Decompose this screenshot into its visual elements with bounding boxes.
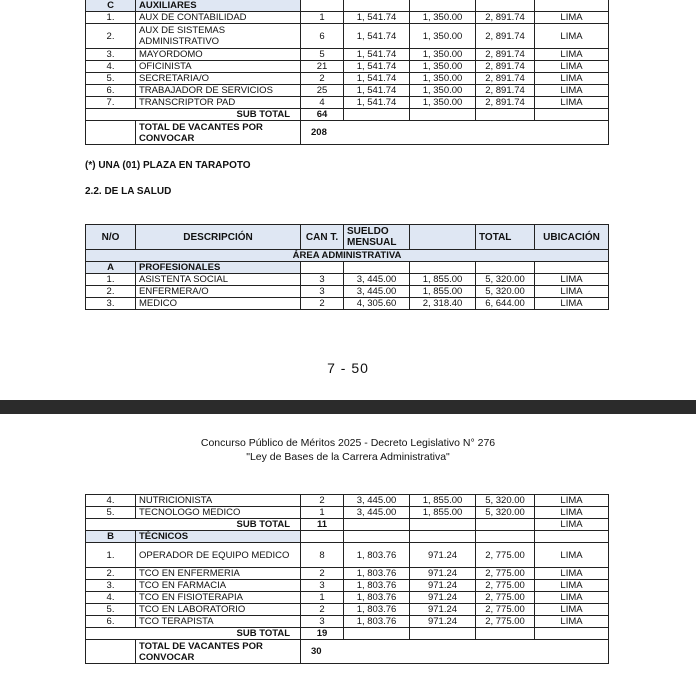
row-salary: 1, 541.74 — [344, 73, 410, 85]
row-quantity: 2 — [301, 495, 344, 507]
row-salary: 3, 445.00 — [344, 507, 410, 519]
row-extra: 1, 350.00 — [410, 24, 476, 49]
subtotal-location — [535, 628, 609, 640]
row-extra: 971.24 — [410, 568, 476, 580]
group-letter: A — [86, 262, 136, 274]
row-extra: 2, 318.40 — [410, 298, 476, 310]
vacancies-table-auxiliares — [85, 0, 609, 145]
row-quantity: 8 — [301, 543, 344, 568]
row-salary: 1, 803.76 — [344, 568, 410, 580]
row-location: LIMA — [535, 592, 609, 604]
vacancies-table-salud — [85, 224, 609, 310]
row-total: 2, 891.74 — [476, 97, 535, 109]
row-number: 3. — [86, 298, 136, 310]
subtotal-location — [535, 109, 609, 121]
page-number: 7 - 50 — [327, 360, 369, 376]
row-quantity: 4 — [301, 97, 344, 109]
table-row — [86, 49, 609, 61]
footnote: (*) UNA (01) PLAZA EN TARAPOTO — [85, 160, 251, 171]
row-number: 1. — [86, 12, 136, 24]
row-extra: 1, 855.00 — [410, 507, 476, 519]
table-row — [86, 568, 609, 580]
row-location: LIMA — [535, 97, 609, 109]
header-number: N/O — [86, 225, 136, 250]
row-description: AUX DE SISTEMAS ADMINISTRATIVO — [136, 24, 301, 49]
row-extra: 971.24 — [410, 616, 476, 628]
row-salary: 1, 541.74 — [344, 85, 410, 97]
total-value: 30 — [301, 640, 609, 664]
row-description: TCO EN ENFERMERIA — [136, 568, 301, 580]
total-label: TOTAL DE VACANTES POR CONVOCAR — [136, 121, 301, 145]
table-row — [86, 543, 609, 568]
table-row — [86, 286, 609, 298]
row-description: MEDICO — [136, 298, 301, 310]
subtotal-label: SUB TOTAL — [86, 519, 301, 531]
vacancies-table-salud-continued — [85, 494, 609, 664]
header-location: UBICACIÓN — [535, 225, 609, 250]
row-salary: 1, 541.74 — [344, 61, 410, 73]
header-extra — [410, 225, 476, 250]
row-salary: 1, 803.76 — [344, 543, 410, 568]
row-quantity: 2 — [301, 73, 344, 85]
header-description: DESCRIPCIÓN — [136, 225, 301, 250]
subtotal-value: 11 — [301, 519, 344, 531]
group-row — [86, 0, 609, 12]
total-label: TOTAL DE VACANTES POR CONVOCAR — [136, 640, 301, 664]
row-number: 5. — [86, 73, 136, 85]
row-number: 3. — [86, 580, 136, 592]
row-total: 5, 320.00 — [476, 507, 535, 519]
table-row — [86, 61, 609, 73]
row-extra: 1, 350.00 — [410, 85, 476, 97]
row-number: 4. — [86, 61, 136, 73]
row-number: 6. — [86, 616, 136, 628]
subtotal-label: SUB TOTAL — [86, 109, 301, 121]
table-row — [86, 24, 609, 49]
row-description: SECRETARIA/O — [136, 73, 301, 85]
row-location: LIMA — [535, 568, 609, 580]
row-number: 6. — [86, 85, 136, 97]
row-description: ENFERMERA/O — [136, 286, 301, 298]
row-number: 3. — [86, 49, 136, 61]
row-salary: 3, 445.00 — [344, 286, 410, 298]
row-quantity: 2 — [301, 298, 344, 310]
row-quantity: 1 — [301, 507, 344, 519]
row-location: LIMA — [535, 507, 609, 519]
row-number: 2. — [86, 24, 136, 49]
row-total: 2, 775.00 — [476, 580, 535, 592]
row-number: 5. — [86, 507, 136, 519]
row-description: TCO EN FISIOTERAPIA — [136, 592, 301, 604]
row-total: 2, 891.74 — [476, 12, 535, 24]
row-total: 2, 775.00 — [476, 616, 535, 628]
area-row — [86, 250, 609, 262]
row-location: LIMA — [535, 274, 609, 286]
total-row — [86, 640, 609, 664]
row-salary: 1, 803.76 — [344, 592, 410, 604]
row-salary: 3, 445.00 — [344, 274, 410, 286]
subtotal-location: LIMA — [535, 519, 609, 531]
row-description: TCO TERAPISTA — [136, 616, 301, 628]
row-quantity: 5 — [301, 49, 344, 61]
header-salary: SUELDO MENSUAL — [344, 225, 410, 250]
row-extra: 1, 855.00 — [410, 286, 476, 298]
group-label: TÉCNICOS — [136, 531, 301, 543]
row-extra: 1, 350.00 — [410, 97, 476, 109]
row-location: LIMA — [535, 85, 609, 97]
row-extra: 1, 350.00 — [410, 73, 476, 85]
table-row — [86, 274, 609, 286]
row-number: 4. — [86, 592, 136, 604]
row-location: LIMA — [535, 495, 609, 507]
table-row — [86, 298, 609, 310]
group-row — [86, 531, 609, 543]
row-total: 2, 891.74 — [476, 73, 535, 85]
row-extra: 971.24 — [410, 580, 476, 592]
row-quantity: 21 — [301, 61, 344, 73]
table-row — [86, 507, 609, 519]
row-description: OFICINISTA — [136, 61, 301, 73]
row-extra: 1, 855.00 — [410, 274, 476, 286]
group-letter: C — [86, 0, 136, 12]
row-quantity: 6 — [301, 24, 344, 49]
row-salary: 1, 541.74 — [344, 24, 410, 49]
row-location: LIMA — [535, 49, 609, 61]
row-total: 5, 320.00 — [476, 495, 535, 507]
row-salary: 1, 803.76 — [344, 604, 410, 616]
table-row — [86, 580, 609, 592]
row-extra: 971.24 — [410, 604, 476, 616]
subtotal-row — [86, 519, 609, 531]
group-label: PROFESIONALES — [136, 262, 301, 274]
row-location: LIMA — [535, 604, 609, 616]
row-description: TCO EN FARMACIA — [136, 580, 301, 592]
table-row — [86, 616, 609, 628]
document-header-title: Concurso Público de Méritos 2025 - Decreto Legislativo N° 276 — [200, 437, 496, 449]
row-location: LIMA — [535, 298, 609, 310]
group-letter: B — [86, 531, 136, 543]
row-location: LIMA — [535, 580, 609, 592]
document-header-subtitle: "Ley de Bases de la Carrera Administrativa" — [246, 451, 450, 463]
row-quantity: 3 — [301, 580, 344, 592]
row-total: 5, 320.00 — [476, 286, 535, 298]
row-description: TCO EN LABORATORIO — [136, 604, 301, 616]
row-number: 1. — [86, 543, 136, 568]
row-quantity: 25 — [301, 85, 344, 97]
row-description: AUX DE CONTABILIDAD — [136, 12, 301, 24]
table-row — [86, 12, 609, 24]
row-quantity: 1 — [301, 592, 344, 604]
row-number: 1. — [86, 274, 136, 286]
row-number: 2. — [86, 286, 136, 298]
subtotal-label: SUB TOTAL — [86, 628, 301, 640]
row-total: 2, 775.00 — [476, 592, 535, 604]
row-description: MAYORDOMO — [136, 49, 301, 61]
row-total: 6, 644.00 — [476, 298, 535, 310]
table-row — [86, 604, 609, 616]
section-title: 2.2. DE LA SALUD — [85, 186, 172, 197]
row-total: 2, 891.74 — [476, 24, 535, 49]
row-extra: 971.24 — [410, 543, 476, 568]
row-salary: 1, 541.74 — [344, 49, 410, 61]
row-salary: 1, 541.74 — [344, 97, 410, 109]
row-extra: 1, 350.00 — [410, 49, 476, 61]
group-label: AUXILIARES — [136, 0, 301, 12]
row-total: 2, 891.74 — [476, 49, 535, 61]
row-number: 5. — [86, 604, 136, 616]
row-location: LIMA — [535, 61, 609, 73]
row-extra: 1, 350.00 — [410, 61, 476, 73]
row-total: 2, 891.74 — [476, 61, 535, 73]
row-quantity: 3 — [301, 616, 344, 628]
row-total: 2, 775.00 — [476, 604, 535, 616]
row-extra: 971.24 — [410, 592, 476, 604]
row-extra: 1, 855.00 — [410, 495, 476, 507]
row-number: 2. — [86, 568, 136, 580]
row-description: OPERADOR DE EQUIPO MEDICO — [136, 543, 301, 568]
row-extra: 1, 350.00 — [410, 12, 476, 24]
subtotal-row — [86, 628, 609, 640]
subtotal-value: 19 — [301, 628, 344, 640]
row-salary: 3, 445.00 — [344, 495, 410, 507]
row-salary: 4, 305.60 — [344, 298, 410, 310]
header-quantity: CAN T. — [301, 225, 344, 250]
row-quantity: 2 — [301, 604, 344, 616]
row-location: LIMA — [535, 286, 609, 298]
row-description: TRANSCRIPTOR PAD — [136, 97, 301, 109]
row-location: LIMA — [535, 73, 609, 85]
row-location: LIMA — [535, 24, 609, 49]
row-description: TRABAJADOR DE SERVICIOS — [136, 85, 301, 97]
row-total: 2, 775.00 — [476, 568, 535, 580]
row-quantity: 2 — [301, 568, 344, 580]
table-row — [86, 495, 609, 507]
row-total: 2, 891.74 — [476, 85, 535, 97]
row-quantity: 1 — [301, 12, 344, 24]
subtotal-row — [86, 109, 609, 121]
area-label: ÁREA ADMINISTRATIVA — [86, 250, 609, 262]
table-row — [86, 97, 609, 109]
table-row — [86, 85, 609, 97]
row-number: 7. — [86, 97, 136, 109]
group-row — [86, 262, 609, 274]
row-salary: 1, 803.76 — [344, 616, 410, 628]
table-row — [86, 73, 609, 85]
table-row — [86, 592, 609, 604]
page-divider — [0, 400, 696, 414]
header-total: TOTAL — [476, 225, 535, 250]
row-location: LIMA — [535, 616, 609, 628]
row-total: 2, 775.00 — [476, 543, 535, 568]
total-row — [86, 121, 609, 145]
row-salary: 1, 803.76 — [344, 580, 410, 592]
row-description: TECNOLOGO MEDICO — [136, 507, 301, 519]
row-number: 4. — [86, 495, 136, 507]
row-quantity: 3 — [301, 286, 344, 298]
table-header-row — [86, 225, 609, 250]
row-quantity: 3 — [301, 274, 344, 286]
row-location: LIMA — [535, 12, 609, 24]
row-location: LIMA — [535, 543, 609, 568]
total-value: 208 — [301, 121, 609, 145]
row-description: ASISTENTA SOCIAL — [136, 274, 301, 286]
row-total: 5, 320.00 — [476, 274, 535, 286]
subtotal-value: 64 — [301, 109, 344, 121]
row-description: NUTRICIONISTA — [136, 495, 301, 507]
row-salary: 1, 541.74 — [344, 12, 410, 24]
